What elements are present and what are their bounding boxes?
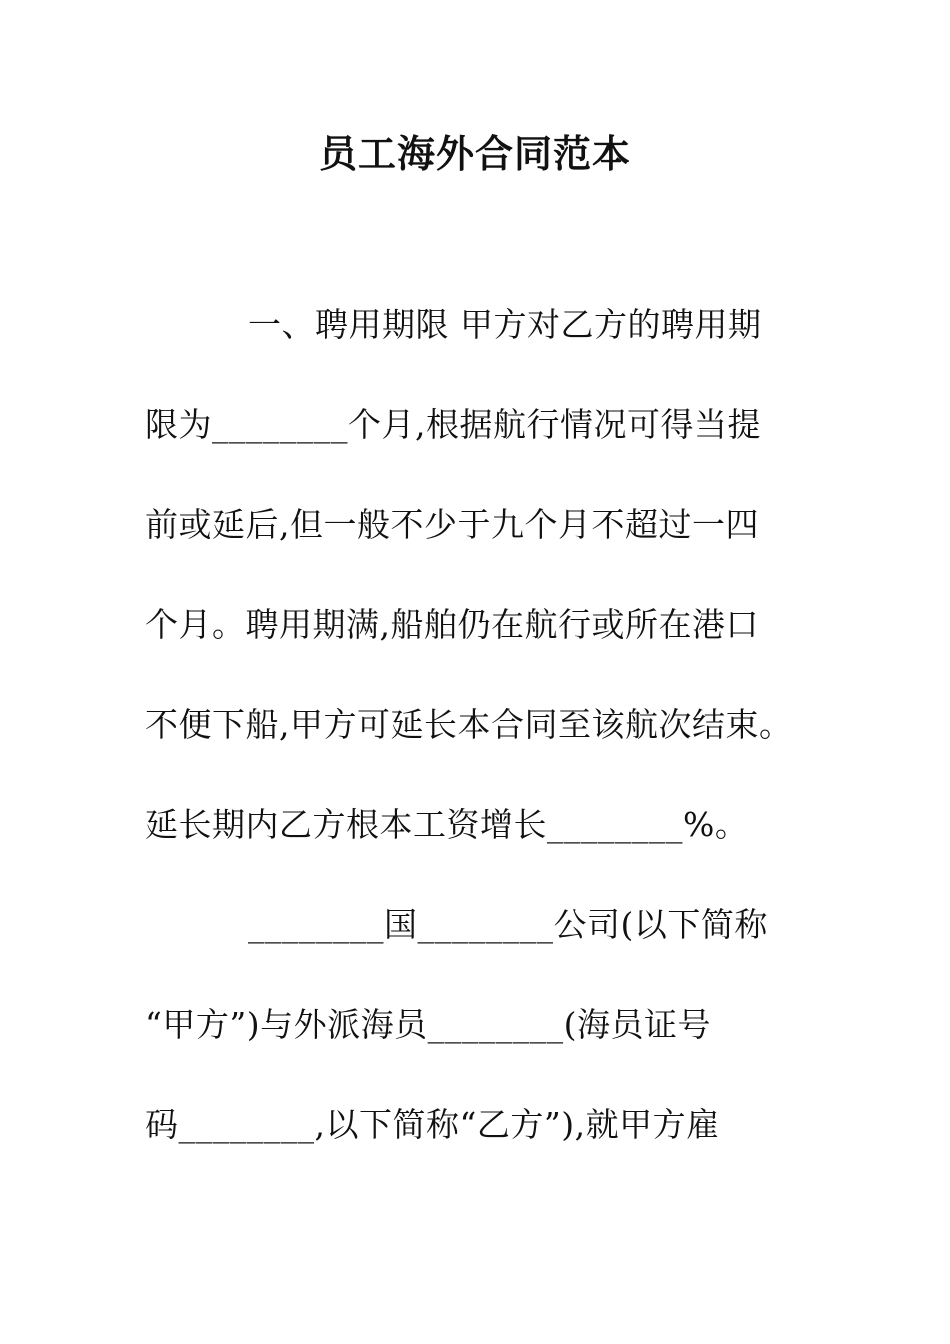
paragraph-line: ________国________公司(以下简称 (248, 905, 768, 944)
paragraph-line: 一、聘用期限 甲方对乙方的聘用期 (248, 305, 762, 344)
paragraph-line: 限为________个月,根据航行情况可得当提 (145, 405, 761, 444)
paragraph-line: 码________,以下简称“乙方”),就甲方雇 (145, 1105, 720, 1144)
paragraph-line: “甲方”)与外派海员________(海员证号 (145, 1005, 711, 1044)
paragraph-line: 延长期内乙方根本工资增长________%。 (145, 805, 749, 844)
paragraph-line: 个月。聘用期满,船舶仍在航行或所在港口 (145, 605, 759, 644)
document-title: 员工海外合同范本 (318, 131, 631, 176)
paragraph-line: 不便下船,甲方可延长本合同至该航次结束。 (145, 705, 793, 744)
paragraph-line: 前或延后,但一般不少于九个月不超过一四 (145, 505, 759, 544)
